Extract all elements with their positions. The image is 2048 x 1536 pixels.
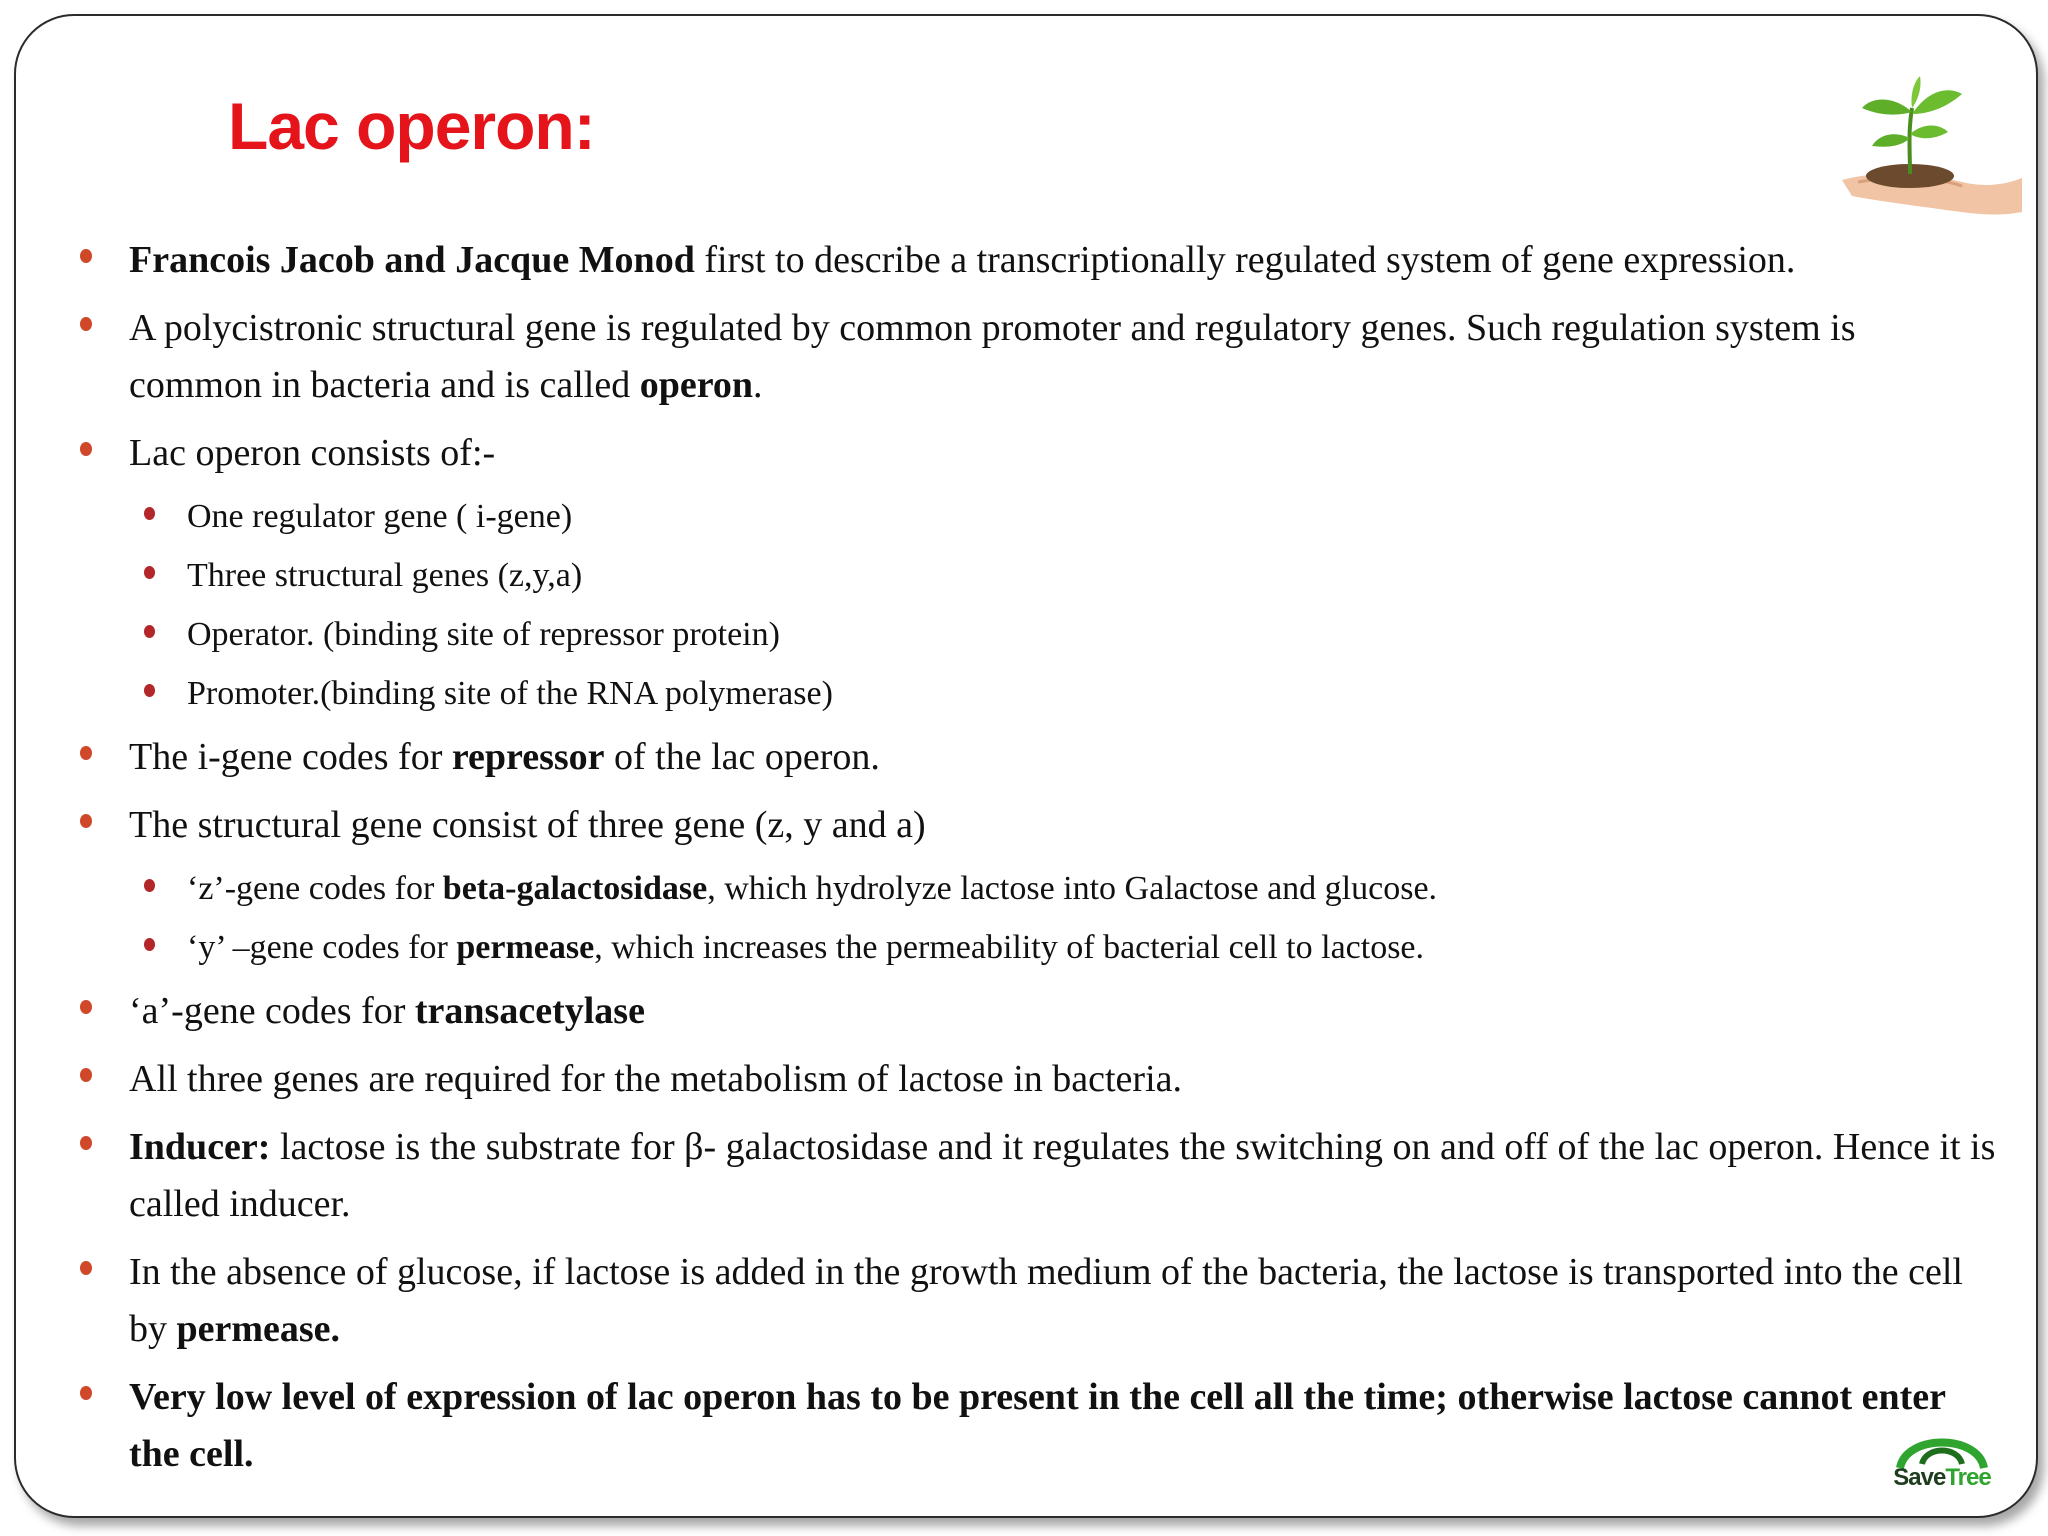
- bullet-item: [16, 797, 2036, 854]
- bullet-item: [16, 1051, 2036, 1108]
- bullet-text: In the absence of glucose, if lactose is added in the growth medium of the bacteria, the lactose is transported into the cell by: [129, 1251, 1963, 1350]
- bullet-bold: Inducer:: [129, 1126, 271, 1168]
- bullet-item: [16, 1369, 2036, 1483]
- plant-in-hands-logo: [1822, 72, 2022, 222]
- sub-bullet-text: One regulator gene ( i-gene): [187, 498, 573, 535]
- sub-bullet-text: Operator. (binding site of repressor protein): [187, 616, 780, 653]
- sub-bullet-item: [16, 924, 2036, 972]
- bullet-text: The structural gene consist of three gene (z, y and a): [129, 804, 926, 846]
- sub-bullet-text: Promoter.(binding site of the RNA polymerase): [187, 675, 833, 712]
- bullet-item: [16, 425, 2036, 482]
- bullet-item: [16, 300, 2036, 414]
- sub-bullet-item: [16, 611, 2036, 659]
- bullet-text: The i-gene codes for: [129, 736, 452, 778]
- sub-bullet-text: ‘z’-gene codes for: [187, 870, 443, 907]
- bullet-text: first to describe a transcriptionally regulated system of gene expression.: [694, 239, 1796, 281]
- bullet-text: Lac operon consists of:-: [129, 432, 496, 474]
- bullet-bold: repressor: [451, 736, 605, 778]
- bullet-text: lactose is the substrate for β- galactosidase and it regulates the switching on and off of the lac operon. Hence it is called inducer.: [129, 1126, 1996, 1225]
- bullet-list: [16, 232, 2036, 1483]
- bullet-bold: permease.: [176, 1308, 341, 1350]
- sub-bullet-tail: , which hydrolyze lactose into Galactose and glucose.: [707, 870, 1438, 907]
- bullet-bold: transacetylase: [414, 990, 645, 1032]
- sub-bullet-item: [16, 670, 2036, 718]
- bullet-bold: operon: [639, 364, 754, 406]
- bullet-tail: of the lac operon.: [604, 736, 880, 778]
- slide: [14, 14, 2038, 1518]
- bullet-item: [16, 983, 2036, 1040]
- save-tree-logo: [1882, 1424, 2002, 1504]
- bullet-text: A polycistronic structural gene is regulated by common promoter and regulatory genes. Such regulation system is common in bacteria and is called: [129, 307, 1856, 406]
- sub-bullet-tail: , which increases the permeability of bacterial cell to lactose.: [594, 929, 1425, 966]
- sub-bullet-bold: beta-galactosidase: [442, 870, 708, 907]
- bullet-bold: Francois Jacob and Jacque Monod: [129, 239, 695, 281]
- bullet-item: [16, 729, 2036, 786]
- slide-title: Lac operon:: [228, 89, 595, 163]
- sub-bullet-text: Three structural genes (z,y,a): [187, 557, 583, 594]
- bullet-tail: .: [753, 364, 763, 406]
- save-tree-text: SaveTree: [1893, 1464, 1991, 1491]
- sub-bullet-item: [16, 865, 2036, 913]
- bullet-text: All three genes are required for the metabolism of lactose in bacteria.: [129, 1058, 1182, 1100]
- bullet-text: ‘a’-gene codes for: [129, 990, 415, 1032]
- sub-bullet-item: [16, 493, 2036, 541]
- bullet-item: [16, 232, 2036, 289]
- sub-bullet-text: ‘y’ –gene codes for: [187, 929, 457, 966]
- bullet-item: [16, 1244, 2036, 1358]
- bullet-item: [16, 1119, 2036, 1233]
- sub-bullet-bold: permease: [456, 929, 595, 966]
- bullet-bold: Very low level of expression of lac operon has to be present in the cell all the time; otherwise lactose cannot enter the cell.: [129, 1376, 1946, 1475]
- sub-bullet-item: [16, 552, 2036, 600]
